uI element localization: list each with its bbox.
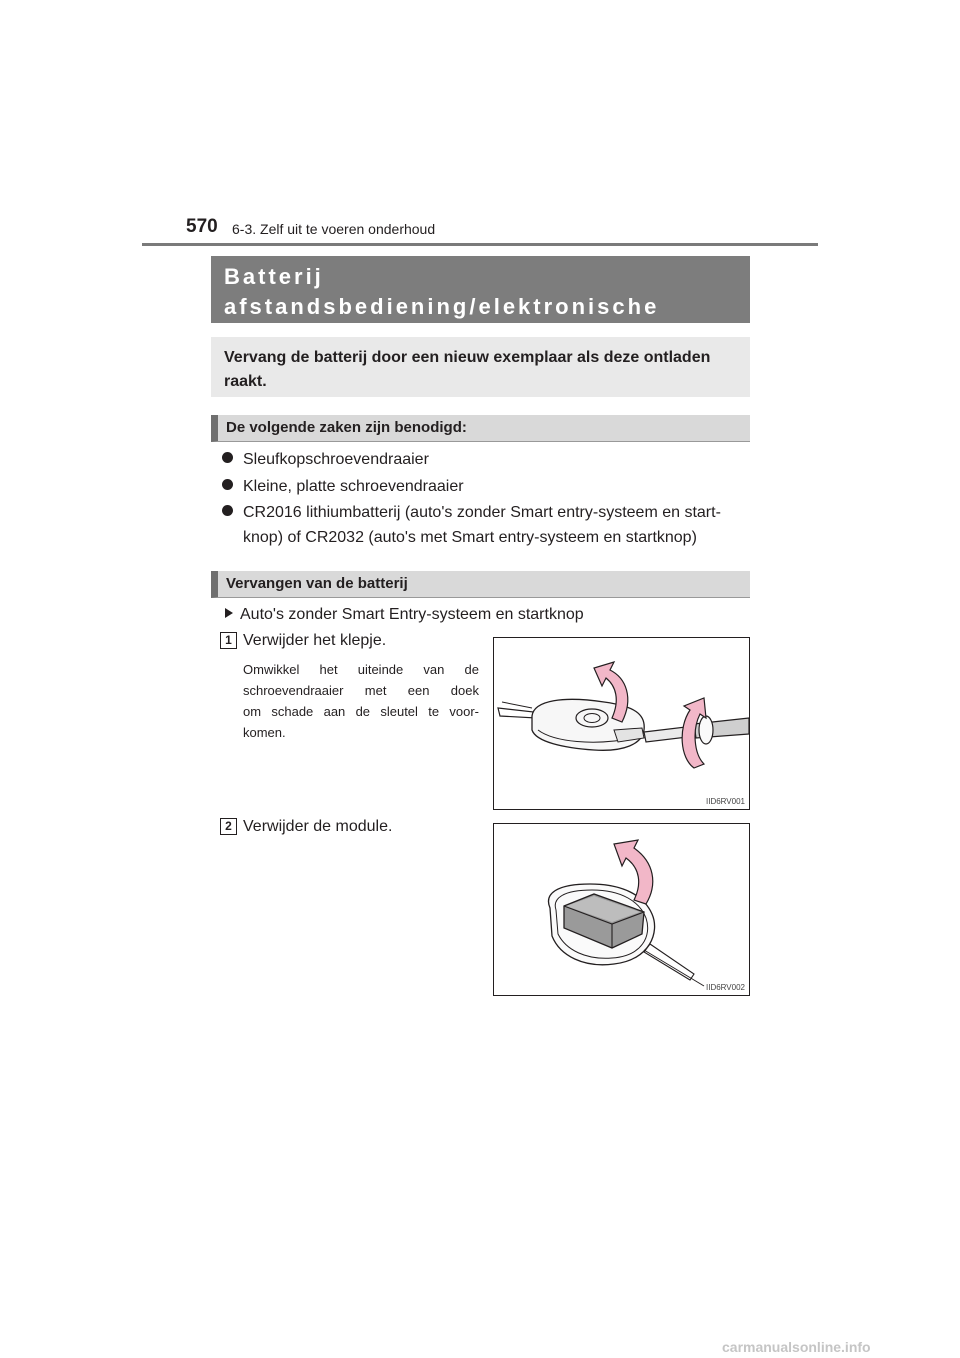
section-title-line-1: Batterij afstandsbediening/elektronische <box>224 264 660 319</box>
section-label: 6-3. Zelf uit te voeren onderhoud <box>232 221 436 237</box>
step-1-note-line: Omwikkel het uiteinde van de <box>243 662 479 677</box>
key-cover-illustration <box>494 638 749 809</box>
bullet-icon <box>222 479 233 490</box>
intro-line-1: Vervang de batterij door een nieuw exemplaar als deze ontladen <box>224 349 711 366</box>
step-1-note-line: schroevendraaier met een doek <box>243 683 479 698</box>
list-item-text: Kleine, platte schroevendraaier <box>243 478 464 495</box>
step-1-note <box>243 659 479 743</box>
list-item <box>222 500 721 525</box>
step-1-note-line: komen. <box>243 725 286 740</box>
variant-label <box>225 602 584 627</box>
bullet-icon <box>222 452 233 463</box>
page-number: 570 <box>186 216 218 237</box>
variant-label-text: Auto's zonder Smart Entry-systeem en startknop <box>240 606 584 623</box>
heading-replace-battery: Vervangen van de batterij <box>211 571 750 598</box>
header-divider <box>142 243 818 246</box>
list-item-text: CR2016 lithiumbatterij (auto's zonder Smart entry-systeem en start- <box>243 504 721 521</box>
figure-code: IID6RV001 <box>706 797 745 806</box>
intro-line-2: raakt. <box>224 373 267 390</box>
watermark-text: carmanualsonline.info <box>722 1339 871 1355</box>
step-1-text: Verwijder het klepje. <box>243 632 387 649</box>
key-module-illustration <box>494 824 749 995</box>
figure-remove-module <box>493 823 750 996</box>
bullet-icon <box>222 505 233 516</box>
list-item <box>222 474 464 499</box>
list-item-text: Sleufkopschroevendraaier <box>243 451 429 468</box>
section-title <box>211 256 750 323</box>
step-number-1: 1 <box>220 632 237 649</box>
step-2-text: Verwijder de module. <box>243 818 393 835</box>
figure-remove-cover <box>493 637 750 810</box>
list-item-continuation: knop) of CR2032 (auto's met Smart entry-systeem en startknop) <box>243 529 697 546</box>
intro-box <box>211 337 750 397</box>
step-1-note-line: om schade aan de sleutel te voor- <box>243 704 479 719</box>
list-item <box>222 447 429 472</box>
heading-required-items: De volgende zaken zijn benodigd: <box>211 415 750 442</box>
figure-code: IID6RV002 <box>706 983 745 992</box>
step-number-2: 2 <box>220 818 237 835</box>
arrow-right-icon <box>225 608 233 618</box>
